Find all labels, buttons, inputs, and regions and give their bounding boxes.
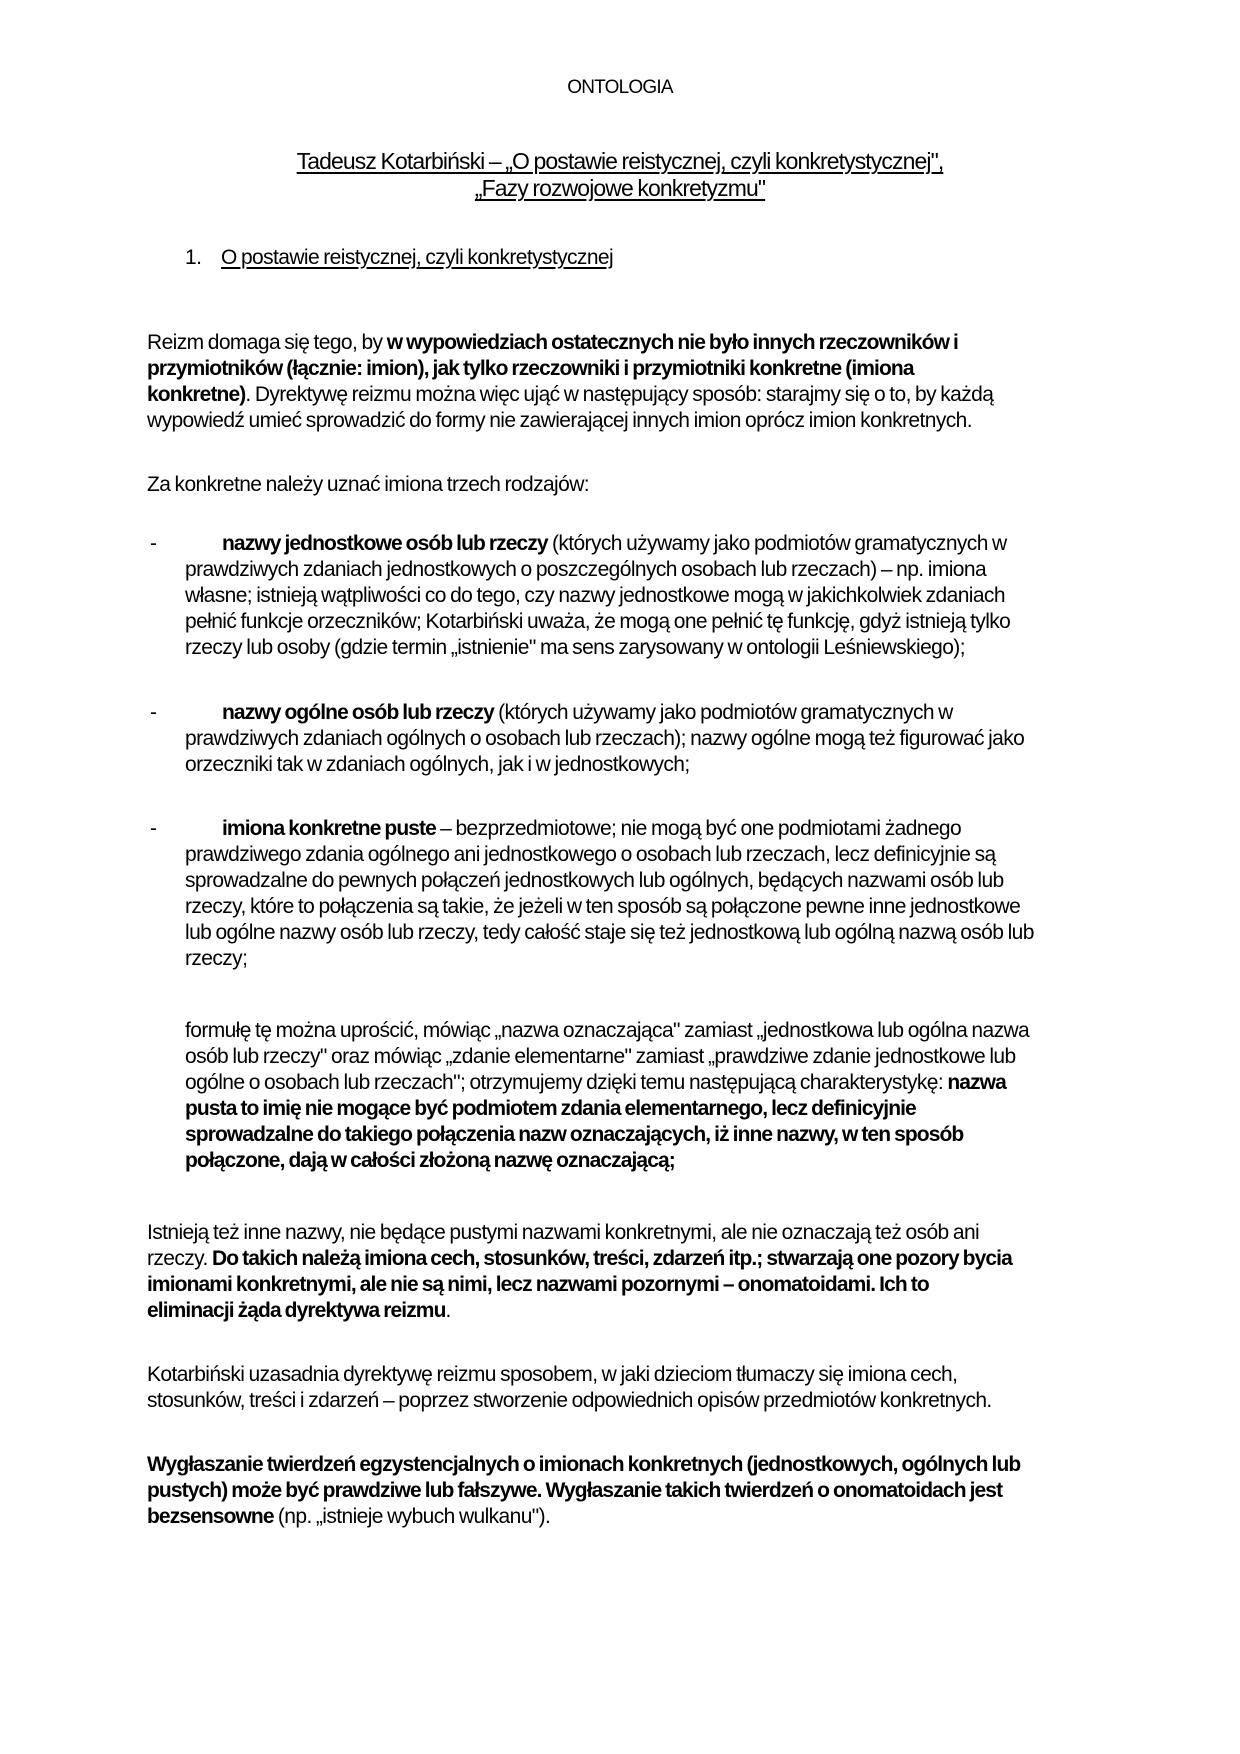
list-item-3-line-4: [185, 894, 1020, 920]
note-line-4: [185, 1096, 916, 1122]
list-item-3-line-6: [185, 946, 247, 972]
list-item-2-line-2: [185, 726, 1024, 752]
bold-text: połączone, dają w całości złożoną nazwę oznaczającą;: [185, 1149, 675, 1172]
text: Kotarbiński uzasadnia dyrektywę reizmu sposobem, w jaki dzieciom tłumaczy się imiona cech,: [147, 1363, 958, 1386]
document-title-line-1: [0, 148, 1240, 174]
running-header-text: ONTOLOGIA: [567, 77, 673, 98]
text: Za konkretne należy uznać imiona trzech rodzajów:: [147, 473, 590, 496]
text: osób lub rzeczy" oraz mówiąc „zdanie elementarne" zamiast „prawdziwe zdanie jednostkowe lub: [185, 1045, 1016, 1068]
bold-text: bezsensowne: [147, 1505, 274, 1528]
section-heading-text: O postawie reistycznej, czyli konkretystycznej: [221, 246, 614, 269]
section-heading: [185, 245, 785, 271]
para1-line-3: [147, 382, 993, 408]
text: . Dyrektywę reizmu można więc ująć w następujący sposób: starajmy się o to, by każdą: [245, 383, 994, 406]
list-item-2-line-3: [185, 752, 690, 778]
para5-line-1: [147, 1452, 1020, 1478]
list-item-1-line-4: [185, 609, 1010, 635]
bold-text: pustych) może być prawdziwe lub fałszywe. Wygłaszanie takich twierdzeń o onomatoidach jest: [147, 1479, 1003, 1502]
text: prawdziwych zdaniach jednostkowych o poszczególnych osobach lub rzeczach) – np. imiona: [185, 558, 987, 581]
para1-line-2: [147, 356, 914, 382]
text: rzeczy, które to połączenia są takie, że jeżeli w ten sposób są połączone pewne inne jednostkowe: [185, 895, 1021, 918]
text: Istnieją też inne nazwy, nie będące pustymi nazwami konkretnymi, ale nie oznaczają też osób ani: [147, 1221, 980, 1244]
list-item-3-line-5: [185, 920, 1034, 946]
text: rzeczy;: [185, 947, 248, 970]
note-line-2: [185, 1044, 1016, 1070]
para1-line-1: [147, 330, 958, 356]
bold-text: imiona konkretne puste: [222, 817, 436, 840]
para3-line-4: [147, 1298, 451, 1324]
text: .: [445, 1299, 451, 1322]
list-item-3-line-1: [222, 816, 961, 842]
bold-text: nazwy jednostkowe osób lub rzeczy: [222, 532, 548, 555]
running-header: [0, 75, 1240, 101]
document-title-text-2: „Fazy rozwojowe konkretyzmu": [474, 175, 766, 201]
text: wypowiedź umieć sprowadzić do formy nie zawierającej innych imion oprócz imion konkretnych.: [147, 409, 972, 432]
bold-text: imionami konkretnymi, ale nie są nimi, lecz nazwami pozornymi – onomatoidami. Ich to: [147, 1273, 929, 1296]
bold-text: przymiotników (łącznie: imion), jak tylko rzeczowniki i przymiotniki konkretne (imiona: [147, 357, 914, 380]
para1-line-4: [147, 408, 972, 434]
bold-text: eliminacji żąda dyrektywa reizmu: [147, 1299, 446, 1322]
text: rzeczy.: [147, 1247, 212, 1270]
text: (np. „istnieje wybuch wulkanu").: [273, 1505, 551, 1528]
bold-text: sprowadzalne do takiego połączenia nazw oznaczających, iż inne nazwy, w ten sposób: [185, 1123, 964, 1146]
text: Reizm domaga się tego, by: [147, 331, 387, 354]
text: sprowadzalne do pewnych połączeń jednostkowych lub ogólnych, będących nazwami osób lub: [185, 869, 1004, 892]
text: ogólne o osobach lub rzeczach"; otrzymujemy dzięki temu następującą charakterystykę:: [185, 1071, 948, 1094]
bold-text: pusta to imię nie mogące być podmiotem zdania elementarnego, lecz definicyjnie: [185, 1097, 916, 1120]
list-item-3-line-2: [185, 842, 996, 868]
bullet-dash-1: -: [150, 532, 157, 555]
note-line-3: [185, 1070, 1006, 1096]
document-title-text-1: Tadeusz Kotarbiński – „O postawie reistycznej, czyli konkretystycznej",: [296, 148, 944, 174]
bullet-dash-2: -: [150, 701, 157, 724]
text: formułę tę można uprościć, mówiąc „nazwa oznaczająca" zamiast „jednostkowa lub ogólna nazwa: [185, 1019, 1030, 1042]
text: własne; istnieją wątpliwości co do tego, czy nazwy jednostkowe mogą w jakichkolwiek zdaniach: [185, 584, 1005, 607]
text: prawdziwego zdania ogólnego ani jednostkowego o osobach lub rzeczach, lecz definicyjnie są: [185, 843, 996, 866]
text: lub ogólne nazwy osób lub rzeczy, tedy całość staje się też jednostkową lub ogólną nazwą osób lub: [185, 921, 1034, 944]
para5-line-2: [147, 1478, 1002, 1504]
section-number: 1.: [185, 246, 202, 269]
para4-line-2: [147, 1388, 992, 1414]
note-line-6: [185, 1148, 675, 1174]
bold-text: nazwa: [947, 1071, 1006, 1094]
bold-text: nazwy ogólne osób lub rzeczy: [222, 701, 494, 724]
list-item-2-line-1: [222, 700, 953, 726]
bullet-dash-3: -: [150, 817, 157, 840]
list-item-1-line-2: [185, 557, 986, 583]
note-line-5: [185, 1122, 963, 1148]
list-item-1-line-1: [222, 531, 1007, 557]
bold-text: Do takich należą imiona cech, stosunków, treści, zdarzeń itp.; stwarzają one pozory bycia: [211, 1247, 1012, 1270]
bold-text: konkretne): [147, 383, 246, 406]
text: rzeczy lub osoby (gdzie termin „istnienie" ma sens zarysowany w ontologii Leśniewskiego);: [185, 636, 965, 659]
bold-text: w wypowiedziach ostatecznych nie było innych rzeczowników i: [386, 331, 958, 354]
note-line-1: [185, 1018, 1029, 1044]
para2: [147, 472, 589, 498]
para4-line-1: [147, 1362, 957, 1388]
document-title-line-2: [0, 175, 1240, 201]
para5-line-3: [147, 1504, 550, 1530]
text: stosunków, treści i zdarzeń – poprzez stworzenie odpowiednich opisów przedmiotów konkretnych.: [147, 1389, 992, 1412]
para3-line-2: [147, 1246, 1012, 1272]
text: orzeczniki tak w zdaniach ogólnych, jak i w jednostkowych;: [185, 753, 690, 776]
bold-text: Wygłaszanie twierdzeń egzystencjalnych o imionach konkretnych (jednostkowych, ogólnych lub: [147, 1453, 1021, 1476]
text: prawdziwych zdaniach ogólnych o osobach lub rzeczach); nazwy ogólne mogą też figurować jako: [185, 727, 1025, 750]
list-item-1-line-5: [185, 635, 965, 661]
text: pełnić funkcje orzeczników; Kotarbiński uważa, że mogą one pełnić tę funkcję, gdyż istnieją tylko: [185, 610, 1011, 633]
para3-line-1: [147, 1220, 979, 1246]
text: (których używamy jako podmiotów gramatycznych w: [493, 701, 953, 724]
text: – bezprzedmiotowe; nie mogą być one podmiotami żadnego: [435, 817, 962, 840]
para3-line-3: [147, 1272, 929, 1298]
text: (których używamy jako podmiotów gramatycznych w: [547, 532, 1007, 555]
list-item-1-line-3: [185, 583, 1005, 609]
list-item-3-line-3: [185, 868, 1004, 894]
